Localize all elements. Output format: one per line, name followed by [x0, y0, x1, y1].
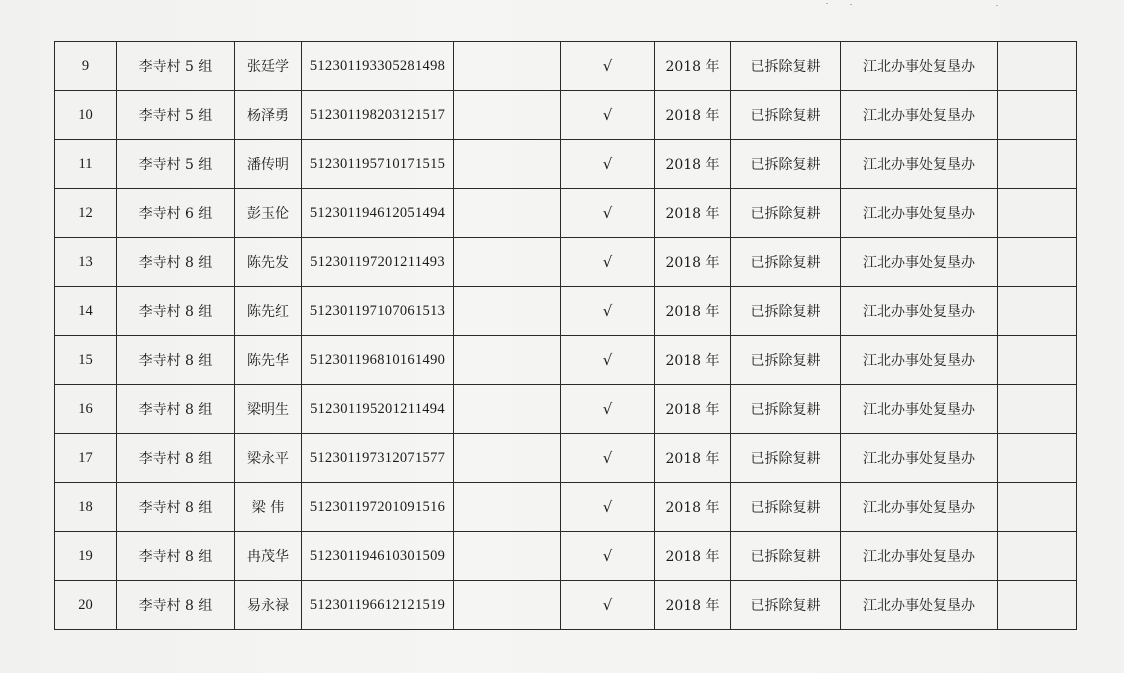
blank-cell [454, 385, 561, 434]
id-number-cell: 512301195710171515 [302, 140, 454, 189]
year-cell: 2018 年 [655, 91, 731, 140]
id-number-cell: 512301197312071577 [302, 434, 454, 483]
table-row [55, 385, 1077, 434]
year-cell: 2018 年 [655, 434, 731, 483]
table-row [55, 91, 1077, 140]
status-cell: 已拆除复耕 [731, 385, 841, 434]
id-number-cell: 512301193305281498 [302, 42, 454, 91]
householder-name-cell: 梁明生 [235, 385, 302, 434]
scan-speck [996, 5, 998, 6]
office-cell: 江北办事处复垦办 [841, 581, 998, 630]
serial-number-cell: 13 [55, 238, 117, 287]
id-number-cell: 512301196612121519 [302, 581, 454, 630]
village-group-cell: 李寺村 5 组 [117, 140, 235, 189]
blank-cell [998, 140, 1077, 189]
checkmark-cell: √ [561, 336, 655, 385]
office-cell: 江北办事处复垦办 [841, 42, 998, 91]
householder-name-cell: 张廷学 [235, 42, 302, 91]
householder-name-cell: 陈先华 [235, 336, 302, 385]
blank-cell [454, 91, 561, 140]
village-group-cell: 李寺村 5 组 [117, 91, 235, 140]
checkmark-cell: √ [561, 434, 655, 483]
village-group-cell: 李寺村 8 组 [117, 238, 235, 287]
serial-number-cell: 9 [55, 42, 117, 91]
status-cell: 已拆除复耕 [731, 91, 841, 140]
checkmark-cell: √ [561, 42, 655, 91]
serial-number-cell: 20 [55, 581, 117, 630]
blank-cell [998, 532, 1077, 581]
serial-number-cell: 17 [55, 434, 117, 483]
householder-name-cell: 梁 伟 [235, 483, 302, 532]
village-group-cell: 李寺村 8 组 [117, 287, 235, 336]
checkmark-cell: √ [561, 238, 655, 287]
checkmark-cell: √ [561, 483, 655, 532]
table-row [55, 483, 1077, 532]
blank-cell [998, 581, 1077, 630]
blank-cell [454, 336, 561, 385]
householder-name-cell: 陈先发 [235, 238, 302, 287]
office-cell: 江北办事处复垦办 [841, 238, 998, 287]
householder-name-cell: 杨泽勇 [235, 91, 302, 140]
serial-number-cell: 19 [55, 532, 117, 581]
blank-cell [998, 385, 1077, 434]
serial-number-cell: 15 [55, 336, 117, 385]
householder-name-cell: 彭玉伦 [235, 189, 302, 238]
status-cell: 已拆除复耕 [731, 42, 841, 91]
demolition-register-table [54, 41, 1077, 630]
village-group-cell: 李寺村 8 组 [117, 483, 235, 532]
id-number-cell: 512301197201211493 [302, 238, 454, 287]
blank-cell [998, 483, 1077, 532]
checkmark-cell: √ [561, 91, 655, 140]
blank-cell [454, 189, 561, 238]
id-number-cell: 512301197107061513 [302, 287, 454, 336]
checkmark-cell: √ [561, 385, 655, 434]
blank-cell [998, 287, 1077, 336]
office-cell: 江北办事处复垦办 [841, 385, 998, 434]
office-cell: 江北办事处复垦办 [841, 434, 998, 483]
table-row [55, 434, 1077, 483]
blank-cell [998, 189, 1077, 238]
table-row [55, 287, 1077, 336]
blank-cell [998, 42, 1077, 91]
blank-cell [998, 91, 1077, 140]
table-row [55, 42, 1077, 91]
status-cell: 已拆除复耕 [731, 140, 841, 189]
blank-cell [998, 238, 1077, 287]
status-cell: 已拆除复耕 [731, 238, 841, 287]
checkmark-cell: √ [561, 140, 655, 189]
year-cell: 2018 年 [655, 581, 731, 630]
table-row [55, 238, 1077, 287]
status-cell: 已拆除复耕 [731, 483, 841, 532]
id-number-cell: 512301194610301509 [302, 532, 454, 581]
status-cell: 已拆除复耕 [731, 336, 841, 385]
serial-number-cell: 11 [55, 140, 117, 189]
village-group-cell: 李寺村 8 组 [117, 434, 235, 483]
serial-number-cell: 14 [55, 287, 117, 336]
year-cell: 2018 年 [655, 140, 731, 189]
village-group-cell: 李寺村 5 组 [117, 42, 235, 91]
scan-speck [826, 3, 828, 4]
year-cell: 2018 年 [655, 238, 731, 287]
table-body [55, 42, 1077, 630]
year-cell: 2018 年 [655, 385, 731, 434]
householder-name-cell: 陈先红 [235, 287, 302, 336]
blank-cell [454, 434, 561, 483]
id-number-cell: 512301194612051494 [302, 189, 454, 238]
year-cell: 2018 年 [655, 483, 731, 532]
householder-name-cell: 潘传明 [235, 140, 302, 189]
table-row [55, 532, 1077, 581]
blank-cell [454, 238, 561, 287]
office-cell: 江北办事处复垦办 [841, 91, 998, 140]
year-cell: 2018 年 [655, 189, 731, 238]
year-cell: 2018 年 [655, 532, 731, 581]
blank-cell [454, 483, 561, 532]
table-row [55, 189, 1077, 238]
serial-number-cell: 12 [55, 189, 117, 238]
blank-cell [454, 140, 561, 189]
status-cell: 已拆除复耕 [731, 532, 841, 581]
office-cell: 江北办事处复垦办 [841, 140, 998, 189]
blank-cell [454, 42, 561, 91]
id-number-cell: 512301197201091516 [302, 483, 454, 532]
serial-number-cell: 18 [55, 483, 117, 532]
village-group-cell: 李寺村 8 组 [117, 336, 235, 385]
status-cell: 已拆除复耕 [731, 434, 841, 483]
id-number-cell: 512301198203121517 [302, 91, 454, 140]
householder-name-cell: 易永禄 [235, 581, 302, 630]
year-cell: 2018 年 [655, 287, 731, 336]
checkmark-cell: √ [561, 287, 655, 336]
status-cell: 已拆除复耕 [731, 581, 841, 630]
year-cell: 2018 年 [655, 336, 731, 385]
blank-cell [454, 287, 561, 336]
blank-cell [998, 336, 1077, 385]
scan-speck [850, 4, 852, 5]
table-row [55, 581, 1077, 630]
office-cell: 江北办事处复垦办 [841, 532, 998, 581]
checkmark-cell: √ [561, 532, 655, 581]
status-cell: 已拆除复耕 [731, 287, 841, 336]
serial-number-cell: 16 [55, 385, 117, 434]
checkmark-cell: √ [561, 581, 655, 630]
village-group-cell: 李寺村 8 组 [117, 385, 235, 434]
blank-cell [454, 581, 561, 630]
status-cell: 已拆除复耕 [731, 189, 841, 238]
id-number-cell: 512301195201211494 [302, 385, 454, 434]
office-cell: 江北办事处复垦办 [841, 189, 998, 238]
office-cell: 江北办事处复垦办 [841, 336, 998, 385]
village-group-cell: 李寺村 6 组 [117, 189, 235, 238]
year-cell: 2018 年 [655, 42, 731, 91]
village-group-cell: 李寺村 8 组 [117, 581, 235, 630]
blank-cell [454, 532, 561, 581]
blank-cell [998, 434, 1077, 483]
table-row [55, 336, 1077, 385]
householder-name-cell: 冉茂华 [235, 532, 302, 581]
checkmark-cell: √ [561, 189, 655, 238]
office-cell: 江北办事处复垦办 [841, 483, 998, 532]
village-group-cell: 李寺村 8 组 [117, 532, 235, 581]
office-cell: 江北办事处复垦办 [841, 287, 998, 336]
serial-number-cell: 10 [55, 91, 117, 140]
householder-name-cell: 梁永平 [235, 434, 302, 483]
table-row [55, 140, 1077, 189]
id-number-cell: 512301196810161490 [302, 336, 454, 385]
